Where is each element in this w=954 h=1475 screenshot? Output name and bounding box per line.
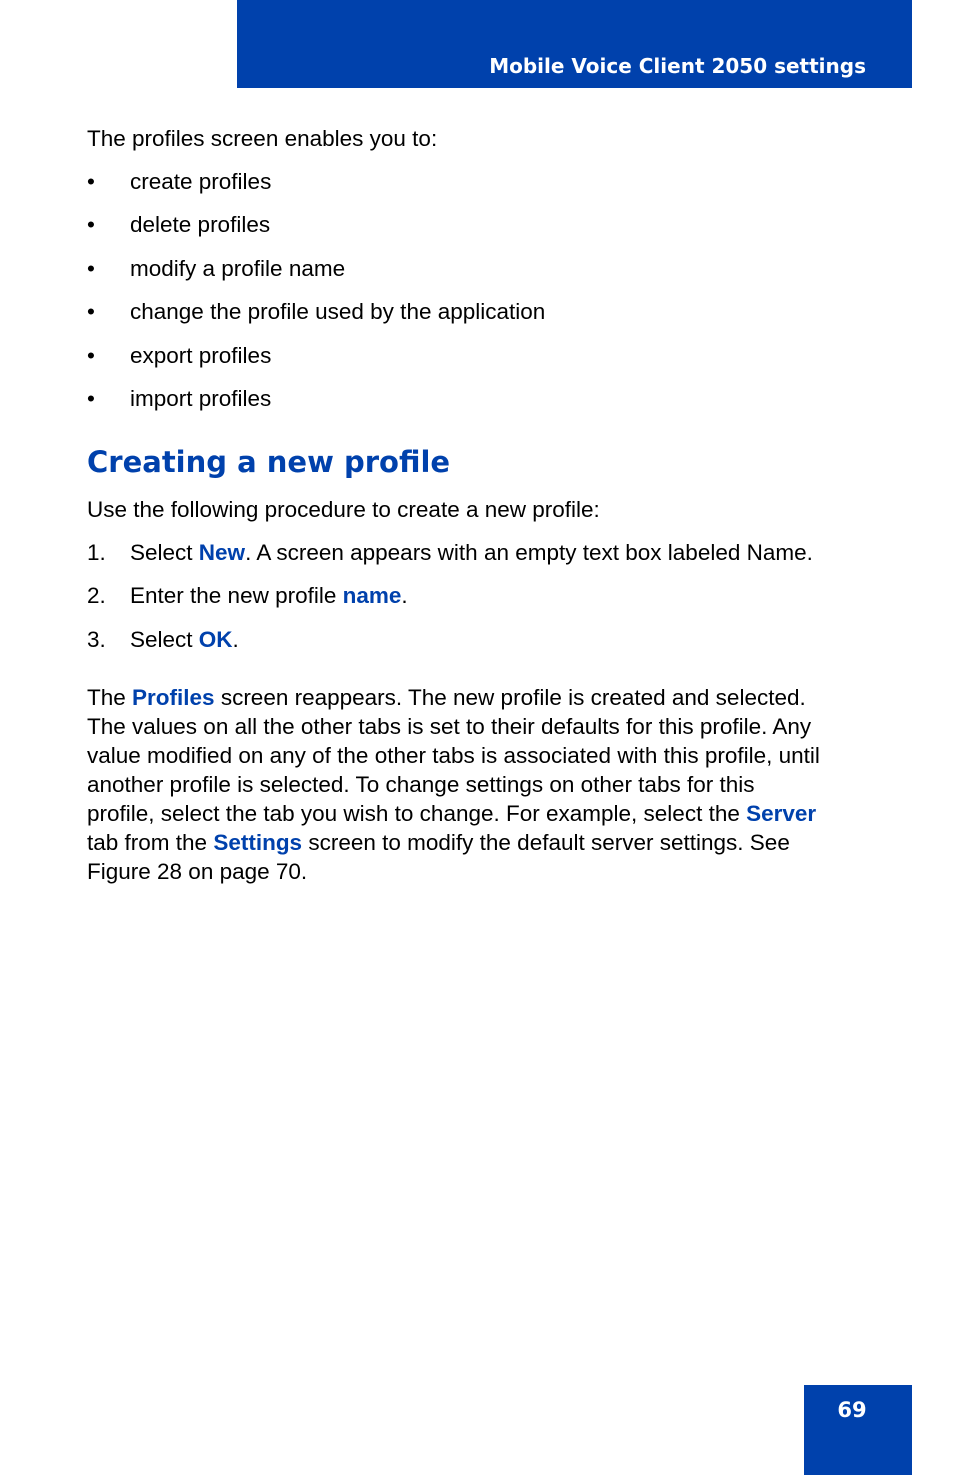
page-number: 69: [837, 1398, 867, 1422]
keyword-settings: Settings: [213, 830, 303, 855]
bullet-icon: •: [87, 212, 95, 238]
list-item-text: change the profile used by the application: [130, 299, 546, 325]
paragraph-text: screen reappears. The new profile is created and selected.: [214, 685, 806, 710]
bullet-icon: •: [87, 169, 95, 194]
list-item-text: create profiles: [130, 169, 272, 194]
step-text: .: [232, 626, 239, 652]
list-item: [87, 167, 545, 210]
paragraph-text: profile, select the tab you wish to change. For example, select the: [87, 801, 747, 826]
bullet-icon: •: [87, 255, 95, 281]
profile-capabilities-list: [87, 167, 545, 427]
keyword-server: Server: [746, 801, 817, 826]
paragraph-text: screen to modify the default server settings. See: [302, 830, 790, 855]
running-header-title: Mobile Voice Client 2050 settings: [489, 54, 866, 78]
step-number: 1.: [87, 540, 106, 565]
list-item: [87, 254, 545, 297]
bullet-icon: •: [87, 342, 95, 368]
paragraph-line: The values on all the other tabs is set to their defaults for this profile. Any: [87, 714, 812, 739]
step-text: Enter the new profile: [130, 583, 343, 609]
header-bar: [237, 0, 912, 88]
result-paragraph: [87, 683, 877, 886]
paragraph-line: value modified on any of the other tabs is associated with this profile, until: [87, 743, 820, 768]
procedure-step: [87, 538, 813, 581]
step-keyword-new: New: [198, 540, 246, 565]
list-item-text: delete profiles: [130, 212, 271, 238]
step-text: Select: [130, 626, 199, 652]
step-text: Select: [130, 540, 199, 565]
procedure-intro: Use the following procedure to create a new profile:: [87, 497, 600, 522]
list-item-text: modify a profile name: [130, 255, 346, 281]
step-number: 3.: [87, 626, 106, 652]
procedure-step: [87, 625, 813, 668]
paragraph-text: The: [87, 685, 133, 710]
paragraph-line: [87, 828, 877, 857]
list-item-text: export profiles: [130, 342, 272, 368]
step-keyword-name: name: [342, 583, 402, 609]
paragraph-text: tab from the: [87, 830, 214, 855]
procedure-step: [87, 581, 813, 624]
list-item: [87, 341, 545, 384]
section-heading: Creating a new profile: [87, 445, 451, 479]
keyword-profiles: Profiles: [132, 685, 215, 710]
list-item: [87, 210, 545, 253]
list-item: [87, 384, 545, 427]
bullet-icon: •: [87, 299, 95, 325]
list-item-text: import profiles: [130, 385, 272, 411]
step-text: . A screen appears with an empty text box labeled Name.: [245, 540, 813, 565]
step-text: .: [401, 583, 408, 609]
list-item: [87, 297, 545, 340]
page-number-box: [804, 1385, 912, 1475]
bullet-icon: •: [87, 385, 95, 411]
step-number: 2.: [87, 583, 106, 609]
paragraph-line: another profile is selected. To change settings on other tabs for this: [87, 772, 755, 797]
intro-text: The profiles screen enables you to:: [87, 126, 438, 151]
procedure-steps: [87, 538, 813, 668]
paragraph-line: [87, 799, 877, 828]
paragraph-line: Figure 28 on page 70.: [87, 859, 308, 884]
paragraph-line: [87, 683, 877, 712]
step-keyword-ok: OK: [198, 626, 233, 652]
